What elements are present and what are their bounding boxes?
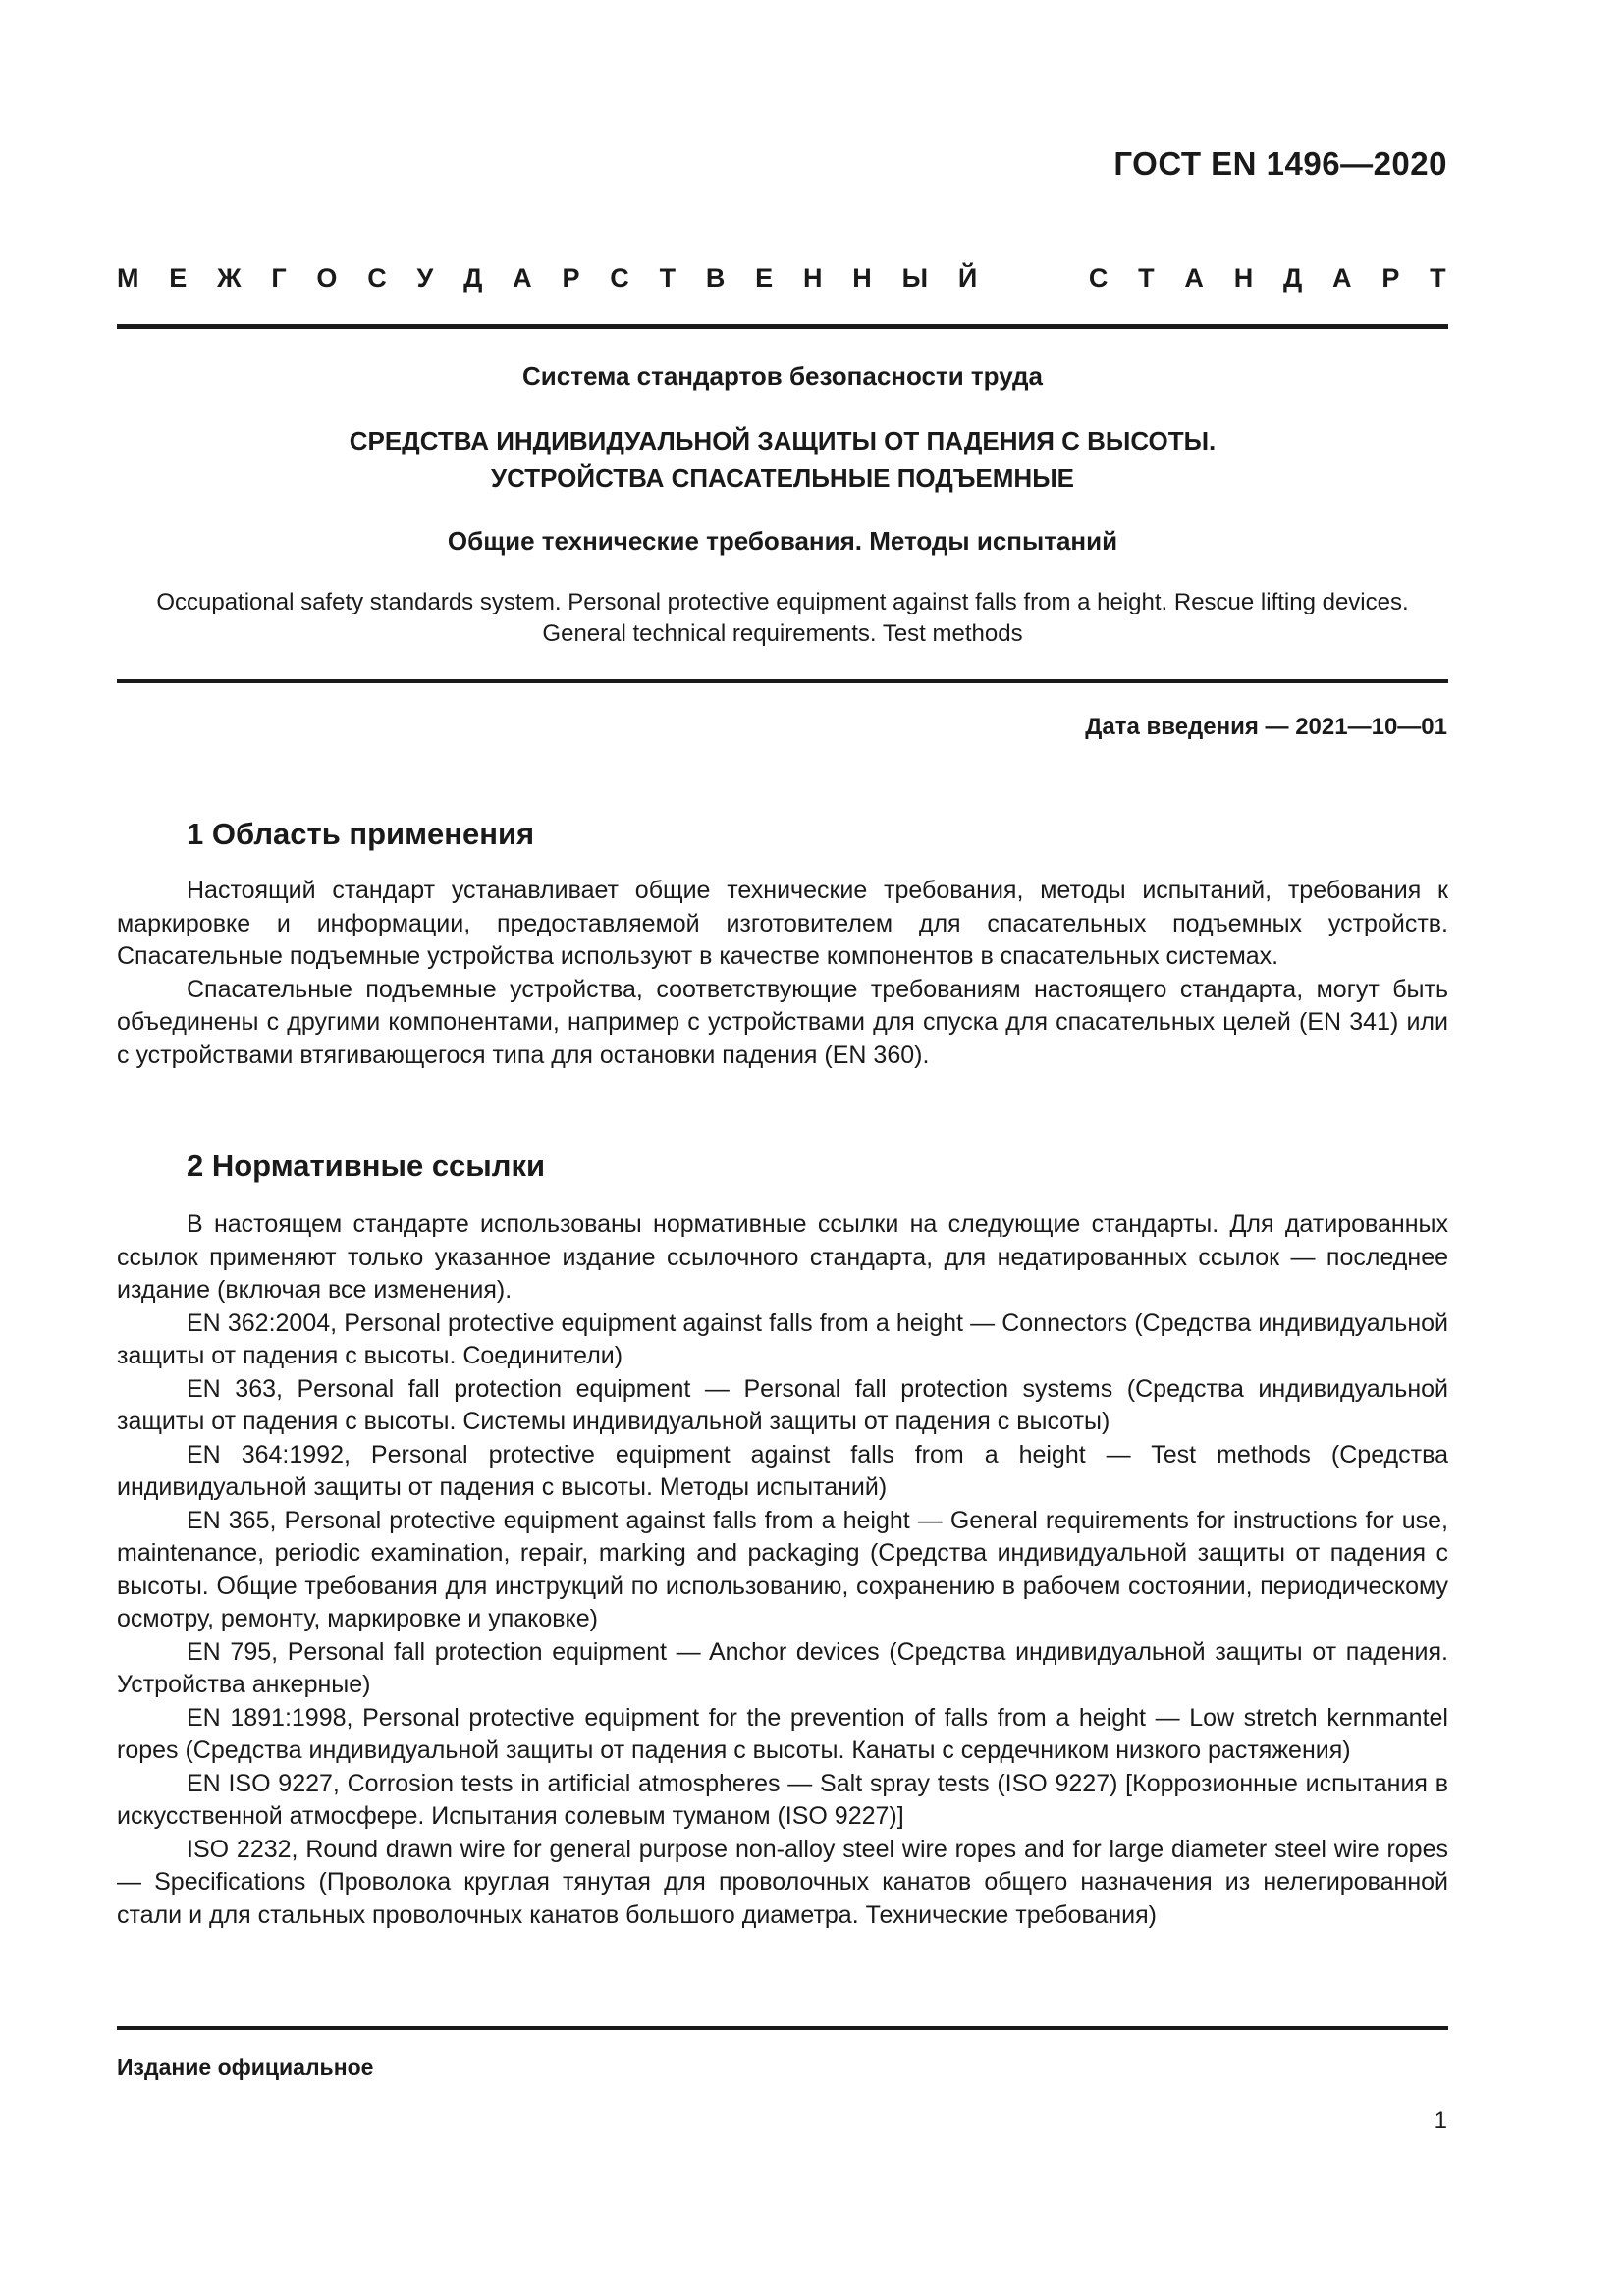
banner-letter: Т [1430, 263, 1446, 293]
banner-letter: В [705, 263, 726, 293]
reference-entry: EN 364:1992, Personal protective equipment against falls from a height — Test methods (Средства индивидуальной защиты от падения с высоты. Методы испытаний) [117, 1440, 1448, 1501]
introduction-date: Дата введения — 2021—10—01 [1085, 714, 1447, 740]
paragraph: В настоящем стандарте использованы нормативные ссылки на следующие стандарты. Для датированных ссылок применяют только указанное издание ссылочного стандарта, для недатированных ссылок — последнее издание (включая все изменения). [117, 1210, 1448, 1304]
section-2-body [117, 1208, 1448, 1932]
paragraph: Спасательные подъемные устройства, соответствующие требованиям настоящего стандарта, могут быть объединены с другими компонентами, например с устройствами для спуска для спасательных целей (EN 341) или с устройствами втягивающегося типа для остановки падения (EN 360). [117, 975, 1448, 1069]
banner-letter: С [1088, 263, 1109, 293]
banner-letter: Р [562, 263, 580, 293]
banner-letter: Г [271, 263, 287, 293]
banner-letter: О [316, 263, 338, 293]
banner-letter: Т [659, 263, 677, 293]
english-title-line-2: General technical requirements. Test methods [542, 620, 1023, 647]
banner-letter: Е [169, 263, 188, 293]
banner-letter: Н [1233, 263, 1254, 293]
banner-letter: Ж [217, 263, 242, 293]
official-edition-label: Издание официальное [117, 2055, 374, 2080]
banner-letter: Й [957, 263, 978, 293]
reference-entry: EN 795, Personal fall protection equipment — Anchor devices (Средства индивидуальной защиты от падения. Устройства анкерные) [117, 1637, 1448, 1698]
standards-system-name: Система стандартов безопасности труда [522, 361, 1043, 391]
english-title-line-1: Occupational safety standards system. Personal protective equipment against falls from a height. Rescue lifting devices. [156, 589, 1409, 615]
banner-letter: Т [1138, 263, 1155, 293]
document-title-line-1: СРЕДСТВА ИНДИВИДУАЛЬНОЙ ЗАЩИТЫ ОТ ПАДЕНИЯ С ВЫСОТЫ. [349, 426, 1217, 455]
banner-letter: С [367, 263, 387, 293]
banner-letter: Д [463, 263, 483, 293]
banner-letter: Н [802, 263, 823, 293]
reference-entry: EN 363, Personal fall protection equipment — Personal fall protection systems (Средства индивидуальной защиты от падения с высоты. Системы индивидуальной защиты от падения с высоты) [117, 1374, 1448, 1435]
banner-letter: М [117, 263, 139, 293]
footer-divider [117, 2026, 1448, 2030]
banner-letter: Н [852, 263, 872, 293]
section-2-heading: 2 Нормативные ссылки [187, 1148, 546, 1183]
page-number: 1 [1434, 2108, 1447, 2134]
banner-letter: Е [755, 263, 774, 293]
document-title-line-2: УСТРОЙСТВА СПАСАТЕЛЬНЫЕ ПОДЪЕМНЫЕ [490, 463, 1074, 493]
standard-kind-banner [117, 263, 1446, 294]
reference-entry: EN 362:2004, Personal protective equipment against falls from a height — Connectors (Средства индивидуальной защиты от падения с высоты. Соединители) [117, 1308, 1448, 1369]
banner-letter: Ы [901, 263, 929, 293]
section-1-heading: 1 Область применения [187, 817, 535, 851]
paragraph: Настоящий стандарт устанавливает общие технические требования, методы испытаний, требования к маркировке и информации, предоставляемой изготовителем для спасательных подъемных устройств. Спасательные подъемные устройства используют в качестве компонентов в спасательных системах. [117, 877, 1448, 970]
document-subtitle: Общие технические требования. Методы испытаний [447, 526, 1118, 556]
banner-letter: А [1184, 263, 1204, 293]
english-title [117, 587, 1448, 650]
reference-entry: EN 365, Personal protective equipment against falls from a height — General requirements for instructions for use, maintenance, periodic examination, repair, marking and packaging (Средства индивидуальной защиты от падения с высоты. Общие требования для инструкций по использованию, сохранению в рабочем состоянии, периодическому осмотру, ремонту, маркировке и упаковке) [117, 1506, 1448, 1632]
document-title [117, 422, 1448, 497]
banner-letter: Р [1381, 263, 1400, 293]
reference-entry: ISO 2232, Round drawn wire for general purpose non-alloy steel wire ropes and for large diameter steel wire ropes — Specifications (Проволока круглая тянутая для проволочных канатов общего назначения из нелегированной стали и для стальных проволочных канатов большого диаметра. Технические требования) [117, 1835, 1448, 1929]
banner-letter: А [513, 263, 532, 293]
banner-letter: А [1332, 263, 1352, 293]
reference-entry: EN 1891:1998, Personal protective equipment for the prevention of falls from a height — Low stretch kernmantel ropes (Средства индивидуальной защиты от падения с высоты. Канаты с сердечником низкого растяжения) [117, 1703, 1448, 1764]
top-divider [117, 324, 1448, 329]
document-code: ГОСТ EN 1496—2020 [1113, 145, 1447, 182]
banner-word-gap [1007, 263, 1058, 294]
banner-letter: С [610, 263, 629, 293]
banner-letter: Д [1283, 263, 1303, 293]
section-1-body [117, 875, 1448, 1072]
reference-entry: EN ISO 9227, Corrosion tests in artificial atmospheres — Salt spray tests (ISO 9227) [Коррозионные испытания в искусственной атмосфере. Испытания солевым туманом (ISO 9227)] [117, 1769, 1448, 1830]
title-divider [117, 679, 1448, 683]
banner-letter: У [416, 263, 434, 293]
